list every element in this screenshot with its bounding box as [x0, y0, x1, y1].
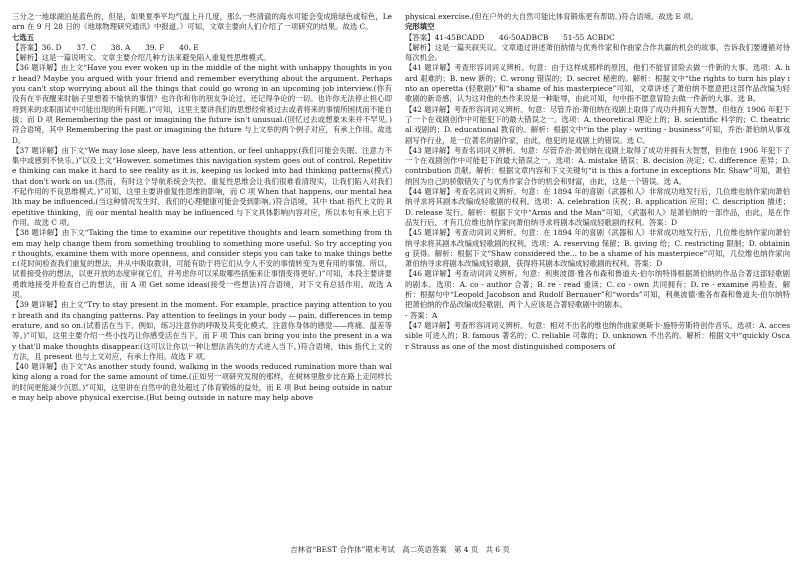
explanation-q46: 【46 题详解】考查动词词义辨析。句意：利奥波德·雅各布森和鲁道夫·伯尔纳特得根据萧伯纳的作品合著这部轻歌剧的剧本。选项：A. co - author 合著；B. re - read 重读；C. co - own 共同拥有；D. re - examine 再检查。解析：根据句中“Leopold Jacobson and Rudolf Bernauer”和“words”可知，利奥波德·雅各布森和鲁道夫·伯尔纳特把萧伯纳的作品改编成轻歌剧，两个人应该是合著轻歌剧中的剧本。	[405, 269, 790, 310]
explanation-q47: 【47 题详解】考查形容词词义辨析。句意：相对不出名的维也纳作曲家奥斯卡·施特劳斯将创作音乐。选项：A. accessible 可进入的；B. famous 著名的；C. reliable 可靠的；D. unknown 不出名的。解析：根据文中“quickly Oscar Strauss as one of the most distinguished composers of	[405, 320, 790, 351]
section-title-cloze: 完形填空	[405, 22, 435, 32]
explanation-q37: 【37 题详解】由下文“We may lose sleep, have less attention, or feel unhappy.(我们可能会失眠、注意力不集中或感到不快乐。)”以及上文“However, sometimes this navigation system goes out of control. Repetitive thinking can make it hard to see reality as it is, keeping us locked into bad thinking patterns(模式) that don't work on us.(然而，有时这个导航系统会失控。重复性思维会让我们很难看清现实，让我们陷入对我们不起作用的不良思维模式。)”可知，这里主要讲重复性思维的影响，而 C 项 When that happens, our mental health may be influenced.(当这种情况发生时，我们的心理健康可能会受到影响。)符合语境，其中 that 指代上文的 Repetitive thinking，而 our mental health may be influenced 与下文具体影响内容对应，所以本句有承上启下作用。故选 C 项。	[12, 145, 392, 227]
analysis-seven-choose-five: 【解析】这是一篇说明文。文章主要介绍几种方法来避免陷入重复性思维模式。	[12, 53, 271, 63]
explanation-q45: 【45 题详解】考查动词词义辨析。句意：在 1894 年的喜剧《武器和人》非常成功地发行后，几位维也纳作家向萧伯纳寻求将其剧本改编成轻歌剧的权利。选项：A. reserving 保留；B. giving 给；C. restricting 限制；D. obtaining 获得。解析：根据下文“Shaw considered the... to be a shame of his masterpiece”可知，几位维也纳作家向萧伯纳寻求将剧本改编成轻歌剧，获得将其剧本改编成轻歌剧的权利。答案：D	[405, 228, 790, 269]
answer-q46: - 答案：A	[405, 310, 438, 320]
explanation-q41: 【41 题详解】考查形容词词义辨析。句意：由于这样成那样的原因，他们不能冒冒险去做一件新的大事。选项：A. hard 艰难的；B. new 新的；C. wrong 错误的；D. secret 秘密的。解析：根据文中“the rights to turn his play into an operetta (轻歌剧)”和“a shame of his masterpiece”可知，文章讲述了萧伯纳不愿意把这部作品改编为轻歌剧的新奇感，认为这对他的杰作来说是一种耻辱，由此可知，句中指不愿意冒险去做一件新的大事。选 B。	[405, 63, 790, 104]
explanation-q43: 【43 题详解】考查名词词义辨析。句意：尽管乔治·萧伯纳在戏剧上取得了成功并拥有大智慧，但他在 1906 年犯下了一个在戏剧创作中可能犯下的最大错误之一。选项：A. mistake 错误；B. decision 决定；C. difference 差异；D. contribution 贡献。解析：根据文章内容和下文关键句“it is this a fortune in exceptions Mr. Shaw”可知，萧伯纳因为自己的骄傲错失了与优秀作家合作的机会和财富，由此，这是一个错误。选 A。	[405, 145, 790, 186]
explanation-q40-continued: physical exercise.(但在户外的大自然可能比体育锻炼更有帮助。)符合语境。故选 E 项。	[405, 12, 699, 21]
answer-key-41-55: 【答案】41-45BCADD 46-50ADBCB 51-55 ACBDC	[405, 32, 615, 42]
right-column	[405, 12, 790, 532]
explanation-q42: 【42 题详解】考查形容词词义辨析。句意：尽管乔治·萧伯纳在戏剧上取得了成功并拥有大智慧，但他在 1906 年犯下了一个在戏剧创作中可能犯下的最大错误之一。选项：A. theoretical 理论上的；B. scientific 科学的；C. theatrical 戏剧的；D. educational 教育的。解析：根据文中“in the play - writing - business”可知，乔治·萧伯纳从事戏剧写作行业，是一位著名的剧作家，由此，他犯的是戏剧上的错误。选 C。	[405, 104, 790, 145]
explanation-q38: 【38 题详解】由下文“Taking the time to examine our repetitive thoughts and learn something from them may help change them from something troubling to something more useful. So try accepting your thoughts, examine them with more openness, and consider steps you can take to make things better.(花时间检查我们重复的想法，并从中吸取教训，可能有助于将它们从令人不安的事情转变为更有用的事情。所以，试着接受你的想法，以更开放的态度审视它们，并考虑你可以采取哪些措施来让事情变得更好。)”可知，本段主要讲要勇敢地接受并检查自己的想法，而 A 项 Get some ideas(接受一些想法)符合语境，对下文有总括作用。故选 A 项。	[12, 228, 392, 300]
answer-key-36-40: 【答案】36. D 37. C 38. A 39. F 40. E	[12, 42, 199, 52]
section-title-seven-choose-five: 七选五	[12, 32, 35, 42]
passage-summary: 三分之一地球湖泊是蓝色的，但是，如果夏季平均气温上升几度，那么一些清澈的海水可能会变成暗绿色或棕色，Learn 在 9 月 28 日的《地球物理研究通讯》中报道。）可知，文章主要向人们介绍了一项研究的结果。故选 C。	[12, 12, 392, 32]
explanation-q39: 【39 题详解】由上文“Try to stay present in the moment. For example, practice paying attention to your breath and its changing patterns. Pay attention to feelings in your body — pain, differences in temperature, and so on.(试着活在当下。例如，练习注意你的呼吸及其变化模式。注意你身体的感觉——疼痛、温差等等。)”可知，这里主要介绍一些小技巧让你感受活在当下，而 F 项 This can bring you into the present in a way that'll make thoughts disappear.(这可以让你以一种让想法消失的方式进入当下。)符合语境，this 指代上文的方法，且 present 也与上文对应，有承上作用。故选 F 项。	[12, 300, 392, 361]
explanation-q40: 【40 题详解】由下文“As another study found, walking in the woods reduced rumination more than walking along a road for the same amount of time.(正如另一项研究发现的那样，在树林里散步比在路上走同样长的时间更能减少沉思。)”可知，这里讲在自然中的息处超过了体育锻炼的益处，而 E 项 But being outside in nature may help above physical exercise.(But being outside in nature may help above	[12, 362, 392, 402]
analysis-cloze: 【解析】这是一篇夹叙夹议。文章通过讲述萧伯纳情与优秀作家和作曲家合作共赢的机会的故事，告诉我们要遵循对待每次机会。	[405, 42, 790, 63]
explanation-q44: 【44 题详解】考查名词词义辨析。句意：在 1894 年的喜剧《武器和人》非常成功地发行后，几位维也纳作家向萧伯纳寻求将其剧本改编成轻歌剧的权利。选项：A. celebration 庆祝；B. application 应用；C. description 描述；D. release 发行。解析：根据下文中“Arms and the Man”可知，《武器和人》是萧伯纳的一部作品，由此，是在作品发行后，才有几位维也纳作家向萧伯纳寻求将剧本改编成轻歌剧的权利。答案：D	[405, 187, 790, 227]
explanation-q36: 【36 题详解】由上文“Have you ever woken up in the middle of the night with unhappy thoughts in your head? Maybe you argued with your friend and remember everything about the argument. Perhaps you can't stop worrying about all the things that could go wrong in an upcoming job interview.(你有没有在半夜醒来时脑子里想着不愉快的事情？也许你和你的朋友争论过，还记得争论的一切。也许你无法停止担心即将到来的求职面试中可能出现的所有问题。)”可知，这里主要讲我们的思想经常被过去或者将来的事情所困扰而不能自拔；而 D 项 Remembering the past or imagining the future isn't unusual.(回忆过去或想象未来并不罕见。)符合语境，其中 Remembering the past or imagining the future 与上文举的两个例子对应，有承上作用。故选 D。	[12, 63, 392, 145]
page-footer: 吉林省“BEST 合作体”期末考试 高二英语答案 第 4 页 共 6 页	[290, 545, 510, 554]
left-column	[12, 12, 392, 532]
